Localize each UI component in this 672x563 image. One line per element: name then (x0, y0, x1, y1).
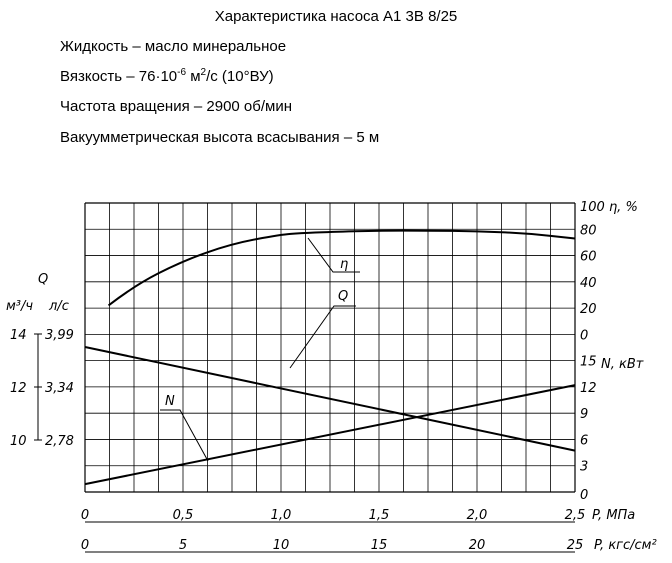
chart-marks (6, 200, 657, 553)
x-tick-label-kgf: 25 (566, 538, 584, 553)
viscosity-prefix: Вязкость – 76·10 (60, 68, 178, 85)
eta-axis-label: 100 η, % (580, 200, 638, 215)
q-tick-label-ls: 2,78 (45, 434, 74, 449)
q-leader-line (290, 306, 356, 368)
viscosity-exponent: -6 (177, 67, 187, 78)
x-tick-label-mpa: 0 (80, 508, 90, 523)
n-tick-label: 15 (580, 354, 597, 370)
eta-tick-label: 20 (580, 302, 597, 318)
q-tick-label-m3h: 14 (10, 328, 27, 343)
q-unit-ls-label: л/с (49, 299, 69, 314)
q-curve-label: Q (338, 289, 349, 304)
x-tick-label-mpa: 0,5 (172, 508, 194, 523)
suction-line: Вакуумметрическая высота всасывания – 5 м (60, 129, 380, 146)
n-tick-label: 9 (580, 407, 589, 423)
q-tick-label-m3h: 12 (10, 381, 27, 396)
q-tick-label-ls: 3,99 (45, 328, 74, 343)
eta-curve-label: η (340, 257, 349, 272)
n-tick-label: 6 (580, 433, 589, 449)
eta-tick-label: 40 (580, 275, 597, 291)
eta-tick-label: 60 (580, 249, 597, 265)
x-axis-mpa-label: P, МПа (592, 508, 636, 523)
n-tick-label: 0 (580, 488, 589, 503)
x-tick-label-mpa: 2,5 (564, 508, 586, 523)
x-tick-label-kgf: 0 (80, 538, 90, 553)
x-tick-label-kgf: 10 (272, 538, 290, 553)
n-tick-label: 3 (580, 459, 589, 475)
x-tick-label-kgf: 15 (370, 538, 388, 553)
liquid-line: Жидкость – масло минеральное (60, 38, 287, 55)
q-tick-label-m3h: 10 (10, 434, 27, 449)
eta-leader-line (308, 238, 360, 272)
viscosity-unit: м (186, 68, 201, 85)
n-axis-label: N, кВт (601, 357, 644, 372)
n-curve-label: N (165, 394, 175, 409)
viscosity-suffix: /с (10°ВУ) (206, 68, 274, 85)
q-tick-label-ls: 3,34 (45, 381, 74, 396)
chart-grid (85, 203, 575, 492)
q-unit-m3h-label: м³/ч (6, 299, 34, 314)
eta-tick-label: 0 (580, 328, 589, 344)
n-leader-line (160, 410, 208, 461)
n-tick-label: 12 (580, 380, 597, 396)
x-tick-label-kgf: 5 (178, 538, 188, 553)
chart-title: Характеристика насоса А1 3В 8/25 (214, 8, 458, 25)
viscosity-unit-exponent: 2 (200, 67, 207, 78)
x-tick-label-mpa: 1,0 (270, 508, 292, 523)
x-tick-label-mpa: 1,5 (368, 508, 390, 523)
q-axis-label: Q (38, 272, 49, 287)
x-axis-kgf-label: P, кгс/см² (594, 538, 657, 553)
x-tick-label-mpa: 2,0 (466, 508, 488, 523)
x-tick-label-kgf: 20 (468, 538, 486, 553)
eta-tick-label: 80 (580, 223, 597, 239)
speed-line: Частота вращения – 2900 об/мин (60, 98, 293, 115)
